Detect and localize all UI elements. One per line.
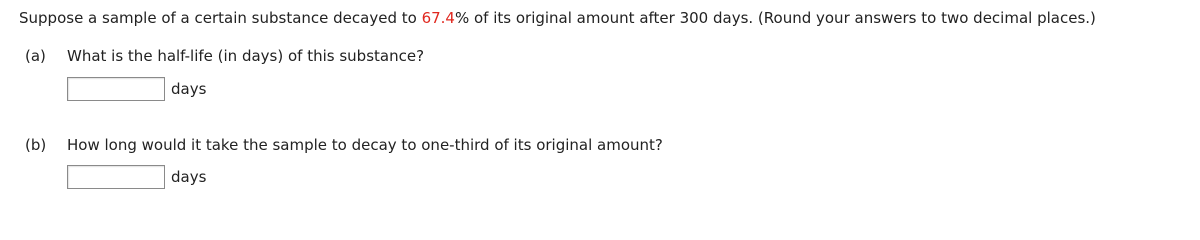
one-third-time-answer-input[interactable] — [67, 165, 165, 189]
problem-text-after: % of its original amount after 300 days. (Round your answers to two decimal places.) — [454, 9, 1096, 27]
part-a-unit-label: days — [171, 80, 207, 98]
part-a-answer-row — [67, 76, 206, 102]
decay-percentage-value: 67.4 — [421, 9, 455, 27]
part-b-question — [25, 135, 663, 155]
problem-text-before: Suppose a sample of a certain substance decayed to — [19, 9, 422, 27]
part-a-tag: (a) — [25, 47, 46, 65]
part-b-tag: (b) — [25, 136, 47, 154]
half-life-answer-input[interactable] — [67, 77, 165, 101]
part-a-question-text: What is the half-life (in days) of this substance? — [67, 47, 425, 65]
part-b-unit-label: days — [171, 168, 207, 186]
part-a-question — [25, 46, 424, 66]
part-b-question-text: How long would it take the sample to decay to one-third of its original amount? — [67, 136, 663, 154]
part-b-answer-row — [67, 164, 206, 190]
problem-statement — [19, 8, 1096, 28]
